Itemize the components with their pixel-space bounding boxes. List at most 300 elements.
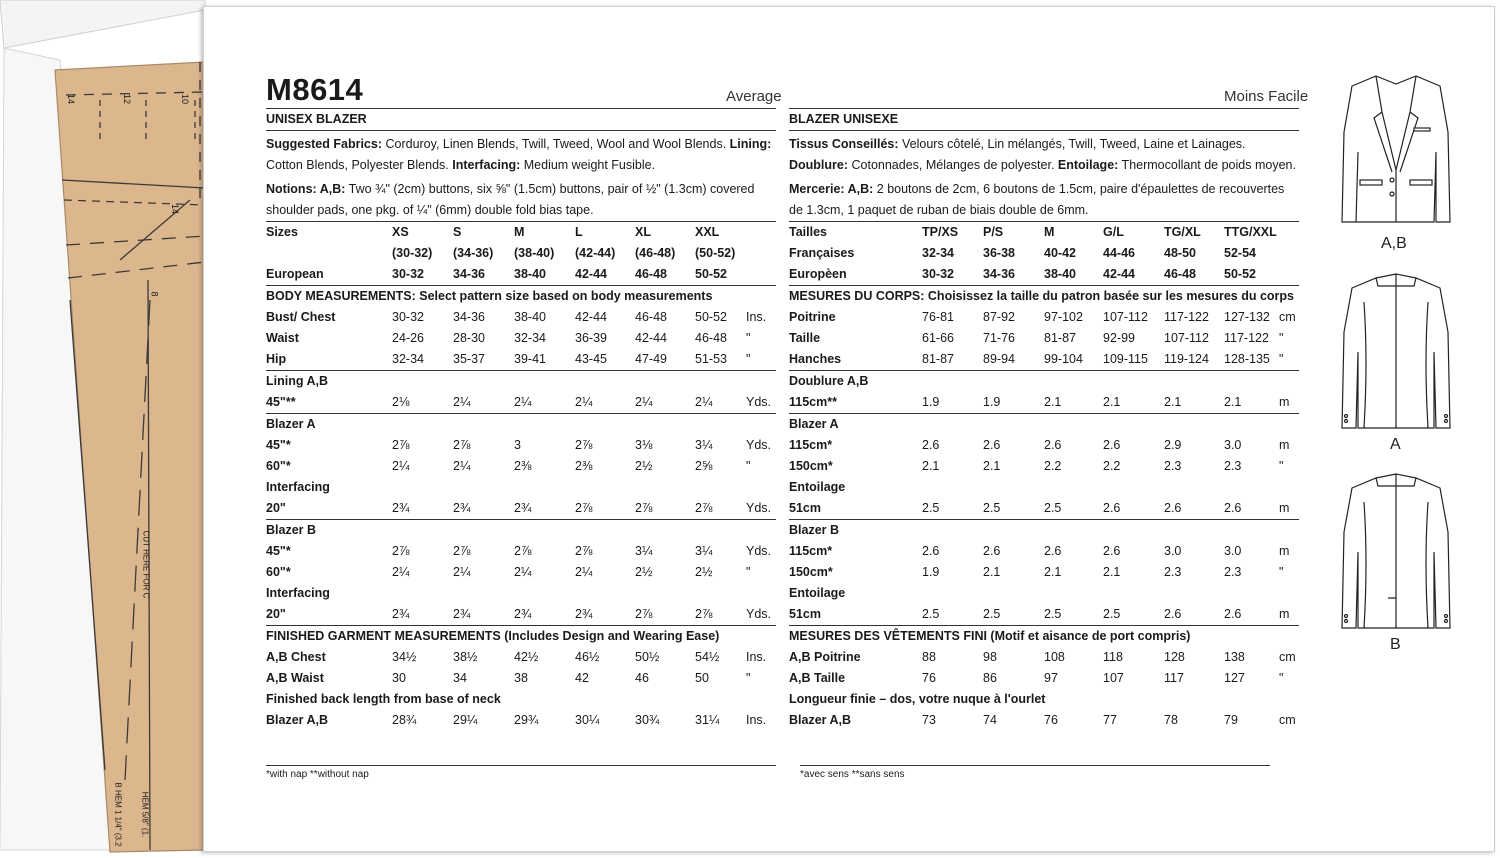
table-cell: 92-99 [1103,331,1135,345]
table-cell: 2.1 [983,565,1001,579]
european-size: 34-36 [983,267,1015,281]
table-cell: 76 [1044,713,1058,727]
table-cell: 3⅛ [635,438,653,452]
table-cell: 61-66 [922,331,954,345]
unit-cell: cm [1279,650,1296,664]
tissue-hem-text-2: HEM 5/8" (1. [140,791,150,838]
table-cell: 81-87 [922,352,954,366]
unit-cell: " [1279,331,1284,345]
size-l: L [575,225,583,239]
table-cell: 2.3 [1224,459,1242,473]
table-cell: 2⅜ [575,459,593,473]
table-cell: 127 [1224,671,1245,685]
interfacing-a-header: Interfacing [266,480,330,494]
table-cell: 2⅞ [392,438,410,452]
table-row [789,710,1299,731]
table-cell: 2.6 [983,438,1001,452]
blazer-a-table [266,435,776,477]
notions-text: Two ¾" (2cm) buttons, six ⅝" (1.5cm) buttons, pair of ½" (1.3cm) covered shoulder pads, one pkg. of ¼" (6mm) double fold bias tape. [266,182,755,217]
size-range: (42-44) [575,246,616,260]
table-cell: 109-115 [1103,352,1148,366]
european-size: 38-40 [514,267,546,281]
row-label: Bust/ Chest [266,310,336,324]
table-cell: 2.1 [1224,395,1242,409]
tissue-mark-4: 14 [170,203,181,215]
table-cell: 50½ [635,650,660,664]
table-cell: 2.5 [1044,607,1062,621]
unit-cell: m [1279,395,1290,409]
table-cell: 2⅞ [695,501,713,515]
table-row [266,541,776,562]
row-label: A,B Chest [266,650,326,664]
european-label: European [266,267,324,281]
table-row [789,562,1299,583]
table-cell: 2¾ [575,607,593,621]
notions-paragraph [266,179,776,221]
table-cell: 35-37 [453,352,485,366]
size-range: (30-32) [392,246,433,260]
table-cell: 2.1 [1044,565,1062,579]
row-label: 150cm* [789,565,833,579]
table-cell: 2.5 [922,607,940,621]
table-cell: 30-32 [392,310,424,324]
table-cell: 2.6 [922,544,940,558]
table-row [266,349,776,370]
table-row [266,604,776,625]
row-label: Hanches [789,352,842,366]
body-header: MESURES DU CORPS: Choisissez la taille du patron basée sur les mesures du corps [789,289,1295,303]
table-cell: 43-45 [575,352,607,366]
lining-label: Doublure: [789,158,849,172]
lining-text: Cotton Blends, Polyester Blends. [266,158,453,172]
table-cell: 2½ [635,459,653,473]
table-cell: 2⅞ [392,544,410,558]
title: UNISEX BLAZER [266,112,367,126]
unit-cell: Ins. [746,310,767,324]
lining-label: Lining: [729,137,772,151]
notions-text: 2 boutons de 2cm, 6 boutons de 1.5cm, paire d'épaulettes de recouvertes de 1.3cm, 1 paquet de ruban de biais double de 6mm. [789,182,1285,217]
rule [266,130,776,131]
size-range: (38-40) [514,246,555,260]
table-cell: 2.1 [922,459,940,473]
table-cell: 2.3 [1164,565,1182,579]
table-cell: 38-40 [514,310,546,324]
table-cell: 2¾ [392,607,410,621]
table-cell: 31¼ [695,713,720,727]
interfacing-b-table [266,604,776,625]
table-cell: 30¾ [635,713,660,727]
fabrics-label: Tissus Conseillés: [789,137,899,151]
table-cell: 54½ [695,650,720,664]
table-row [789,541,1299,562]
row-label: Blazer A,B [789,713,852,727]
table-cell: 34 [453,671,467,685]
unit-cell: cm [1279,713,1296,727]
row-label: Poitrine [789,310,836,324]
table-cell: 3 [514,438,521,452]
table-row [266,328,776,349]
table-row [266,498,776,519]
lining-header: Doublure A,B [789,374,869,388]
back-length-table [789,710,1299,731]
table-row [266,307,776,328]
table-cell: 3¼ [635,544,653,558]
table-cell: 2.1 [983,459,1001,473]
lining-text: Cotonnades, Mélanges de polyester. [848,158,1058,172]
jacket-front-illustration [1336,72,1456,232]
european-size: 38-40 [1044,267,1076,281]
table-cell: 3.0 [1164,544,1182,558]
table-cell: 107 [1103,671,1124,685]
difficulty-fr: Moins Facile [1224,88,1309,105]
table-row [789,498,1299,519]
row-label: 115cm** [789,395,837,409]
european-size: 30-32 [392,267,424,281]
table-cell: 117-122 [1224,331,1269,345]
unit-cell: m [1279,438,1290,452]
table-cell: 97 [1044,671,1058,685]
table-cell: 86 [983,671,997,685]
table-row [789,435,1299,456]
table-row [266,435,776,456]
table-cell: 3¼ [695,438,713,452]
rule [789,130,1299,131]
francaises-size: 36-38 [983,246,1015,260]
table-cell: 76 [922,671,936,685]
unit-cell: Yds. [746,438,772,452]
table-row [266,392,776,413]
row-label: 51cm [789,501,821,515]
back-length-header: Finished back length from base of neck [266,692,501,706]
row-label: A,B Waist [266,671,324,685]
european-size: 34-36 [453,267,485,281]
table-cell: 2¾ [514,607,532,621]
unit-cell: " [1279,352,1284,366]
row-label: 60"* [266,459,291,473]
table-cell: 77 [1103,713,1117,727]
row-label: 51cm [789,607,821,621]
table-cell: 2⅞ [575,438,593,452]
table-cell: 29¼ [453,713,478,727]
figure-a-label: A [1390,436,1401,453]
unit-cell: cm [1279,310,1296,324]
size-m: M [514,225,525,239]
table-row [266,668,776,689]
table-cell: 47-49 [635,352,667,366]
blazer-b-header: Blazer B [266,523,317,537]
table-cell: 97-102 [1044,310,1083,324]
table-row [266,562,776,583]
size-range: (50-52) [695,246,736,260]
table-row [789,392,1299,413]
table-cell: 2¾ [453,607,471,621]
table-cell: 2¼ [575,395,593,409]
notions-label: Notions: A,B: [266,182,346,196]
row-label: 45"* [266,544,291,558]
table-cell: 34½ [392,650,417,664]
european-label: Europèen [789,267,847,281]
francaises-size: 48-50 [1164,246,1196,260]
table-cell: 3.0 [1224,544,1242,558]
table-cell: 39-41 [514,352,546,366]
table-cell: 3.0 [1224,438,1242,452]
table-cell: 118 [1103,650,1123,664]
pattern-code: M8614 [266,72,364,107]
table-cell: 2⅞ [453,544,471,558]
notions-label: Mercerie: A,B: [789,182,874,196]
table-cell: 78 [1164,713,1178,727]
table-cell: 2.1 [1044,395,1062,409]
table-cell: 127-132 [1224,310,1270,324]
fabrics-paragraph [266,134,776,176]
table-cell: 108 [1044,650,1065,664]
table-cell: 2.6 [1103,501,1121,515]
blazer-a-header: Blazer A [789,417,839,431]
european-row [789,264,1299,285]
jacket-back-b-illustration [1336,472,1456,632]
row-label: Taille [789,331,821,345]
fabrics-text: Velours côtelé, Lin mélangés, Twill, Tweed, Laine et Lainages. [898,137,1246,151]
jacket-back-a-illustration [1336,272,1456,432]
table-cell: 38½ [453,650,478,664]
tissue-mark-3: 10 [180,93,191,105]
size-ranges-row [266,243,776,264]
table-cell: 2.1 [1164,395,1182,409]
european-size: 46-48 [635,267,667,281]
size-s: S [453,225,462,239]
lining-table [266,392,776,413]
row-label: 45"* [266,438,291,452]
tissue-cut-text: CUT HERE FOR C [141,530,151,599]
table-cell: 2¼ [453,459,471,473]
back-length-header: Longueur finie – dos, votre nuque à l'ourlet [789,692,1046,706]
table-cell: 2.5 [983,607,1001,621]
unit-cell: " [746,671,751,685]
size: G/L [1103,225,1124,239]
interfacing-b-table [789,604,1299,625]
difficulty-en: Average [726,88,782,105]
table-cell: 2⅝ [695,459,713,473]
tissue-hem-text-1: B HEM 1 1/4" (3.2 [113,782,123,847]
lining-header: Lining A,B [266,374,329,388]
table-cell: 128-135 [1224,352,1270,366]
table-cell: 2.9 [1164,438,1182,452]
row-label: 115cm* [789,438,833,452]
table-cell: 71-76 [983,331,1015,345]
unit-cell: Yds. [746,395,772,409]
table-cell: 46-48 [635,310,667,324]
european-size: 30-32 [922,267,954,281]
table-cell: 138 [1224,650,1245,664]
table-cell: 46-48 [695,331,727,345]
row-label: 45"** [266,395,296,409]
table-cell: 2.5 [1103,607,1121,621]
blazer-b-header: Blazer B [789,523,840,537]
interfacing-text: Medium weight Fusible. [520,158,656,172]
table-cell: 30¼ [575,713,600,727]
blazer-b-table [789,541,1299,583]
unit-cell: Ins. [746,713,767,727]
blazer-a-header: Blazer A [266,417,316,431]
table-cell: 51-53 [695,352,727,366]
table-cell: 2½ [635,565,653,579]
table-cell: 2.6 [983,544,1001,558]
table-cell: 128 [1164,650,1185,664]
european-size: 46-48 [1164,267,1196,281]
finished-table [266,647,776,689]
figure-b-label: B [1390,636,1401,653]
table-cell: 50-52 [695,310,727,324]
finished-table [789,647,1299,689]
row-label: Hip [266,352,287,366]
francaises-size: 32-34 [922,246,954,260]
francaises-row [789,243,1299,264]
table-cell: 2.3 [1164,459,1182,473]
interfacing-b-header: Interfacing [266,586,330,600]
table-cell: 107-112 [1164,331,1209,345]
table-cell: 2¼ [453,565,471,579]
finished-header: MESURES DES VÊTEMENTS FINI (Motif et aisance de port compris) [789,629,1191,643]
table-cell: 32-34 [392,352,424,366]
table-cell: 2¼ [695,395,713,409]
francaises-label: Françaises [789,246,855,260]
size-range: (34-36) [453,246,494,260]
tissue-mark-2: 12 [122,93,133,105]
notions-paragraph [789,179,1299,221]
size-xs: XS [392,225,409,239]
table-cell: 74 [983,713,997,727]
unit-cell: " [746,331,751,345]
table-cell: 36-39 [575,331,607,345]
unit-cell: m [1279,501,1290,515]
table-cell: 2¾ [453,501,471,515]
unit-cell: Yds. [746,607,772,621]
row-label: 20" [266,501,286,515]
table-cell: 98 [983,650,997,664]
envelope-flap [0,0,205,48]
table-cell: 73 [922,713,936,727]
table-cell: 2¼ [392,459,410,473]
sizes-label: Sizes [266,225,298,239]
european-size: 42-44 [1103,267,1135,281]
table-cell: 24-26 [392,331,424,345]
table-cell: 2¾ [392,501,410,515]
footnote-fr: *avec sens **sans sens [800,765,1270,780]
unit-cell: " [746,459,751,473]
table-cell: 28-30 [453,331,485,345]
table-row [789,328,1299,349]
table-cell: 117-122 [1164,310,1209,324]
table-cell: 2.1 [1103,565,1121,579]
interfacing-label: Entoilage: [1057,158,1119,172]
table-cell: 46 [635,671,649,685]
table-cell: 1.9 [922,565,940,579]
finished-header: FINISHED GARMENT MEASUREMENTS (Includes Design and Wearing Ease) [266,629,720,643]
table-cell: 89-94 [983,352,1015,366]
table-cell: 42-44 [635,331,667,345]
table-row [789,307,1299,328]
interfacing-a-table [789,498,1299,519]
table-cell: 42 [575,671,589,685]
table-row [789,668,1299,689]
row-label: 60"* [266,565,291,579]
table-cell: 2⅜ [514,459,532,473]
tissue-mark-1: 14 [66,93,77,105]
table-cell: 2.1 [1103,395,1121,409]
table-cell: 2.6 [1044,544,1062,558]
sizes-row [789,222,1299,243]
table-cell: 2⅞ [635,501,653,515]
row-label: Waist [266,331,299,345]
table-cell: 46½ [575,650,600,664]
table-cell: 2⅞ [514,544,532,558]
table-row [789,604,1299,625]
european-size: 50-52 [1224,267,1256,281]
table-cell: 2¼ [514,395,532,409]
size-xl: XL [635,225,651,239]
table-cell: 2¼ [392,565,410,579]
table-cell: 42-44 [575,310,607,324]
table-cell: 2.5 [1044,501,1062,515]
unit-cell: " [746,352,751,366]
table-cell: 117 [1164,671,1184,685]
size: M [1044,225,1055,239]
english-column [266,108,776,731]
tissue-mark-5: 8 [149,291,160,297]
table-cell: 2⅞ [453,438,471,452]
interfacing-a-table [266,498,776,519]
table-cell: 2¼ [575,565,593,579]
blazer-b-table [266,541,776,583]
unit-cell: Ins. [746,650,767,664]
european-row [266,264,776,285]
table-cell: 99-104 [1044,352,1083,366]
table-cell: 2.2 [1103,459,1121,473]
table-cell: 2½ [695,565,713,579]
francaises-size: 52-54 [1224,246,1256,260]
table-cell: 2.6 [922,438,940,452]
table-cell: 2⅛ [392,395,410,409]
fabrics-paragraph [789,134,1299,176]
table-cell: 30 [392,671,406,685]
fabrics-label: Suggested Fabrics: [266,137,382,151]
table-cell: 2.5 [983,501,1001,515]
table-cell: 119-124 [1164,352,1209,366]
table-cell: 1.9 [922,395,940,409]
size: TTG/XXL [1224,225,1277,239]
francaises-size: 44-46 [1103,246,1135,260]
table-cell: 2⅞ [575,544,593,558]
table-cell: 81-87 [1044,331,1076,345]
blazer-a-table [789,435,1299,477]
body-table [789,307,1299,370]
table-cell: 34-36 [453,310,485,324]
table-cell: 29¾ [514,713,539,727]
back-length-table [266,710,776,731]
table-cell: 2.6 [1103,438,1121,452]
table-cell: 2⅞ [635,607,653,621]
interfacing-a-header: Entoilage [789,480,846,494]
table-cell: 50 [695,671,709,685]
interfacing-label: Interfacing: [452,158,521,172]
sizes-row [266,222,776,243]
table-row [789,647,1299,668]
table-cell: 2¼ [514,565,532,579]
size: TG/XL [1164,225,1201,239]
table-cell: 3¼ [695,544,713,558]
table-cell: 76-81 [922,310,954,324]
table-cell: 2.6 [1224,607,1242,621]
